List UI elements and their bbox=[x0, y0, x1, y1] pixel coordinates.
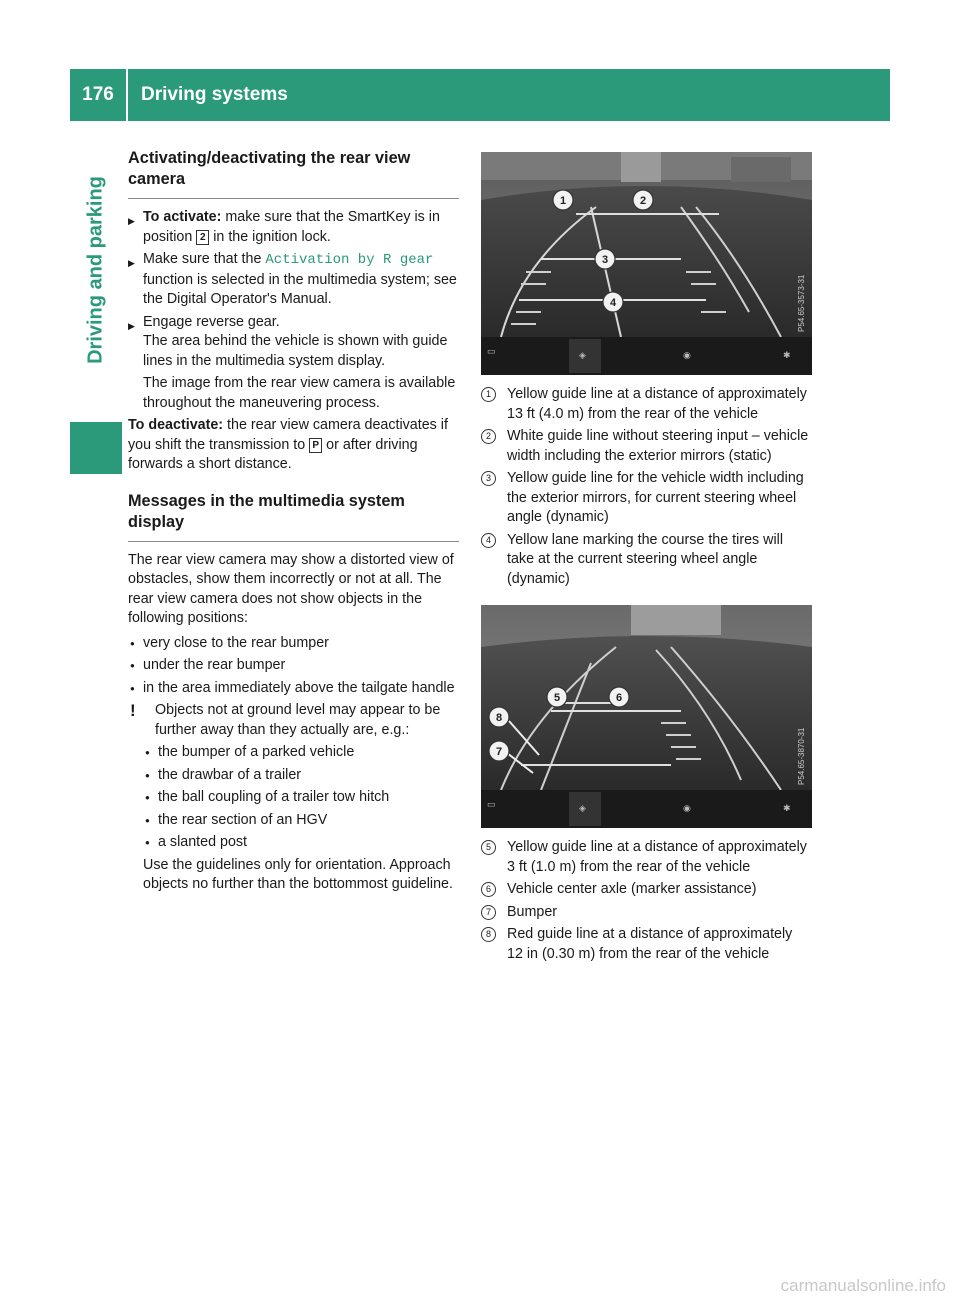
caption: 7 Bumper bbox=[481, 903, 812, 923]
right-column bbox=[481, 152, 812, 967]
caption: 8 Red guide line at a distance of approximately 12 in (0.30 m) from the rear of the vehicle bbox=[481, 925, 812, 964]
list-item: ● a slanted post bbox=[128, 833, 459, 853]
list-item: ● under the rear bumper bbox=[128, 656, 459, 676]
list-item: ● the rear section of an HGV bbox=[128, 811, 459, 831]
svg-text:5: 5 bbox=[553, 692, 561, 704]
rear-camera-image-1 bbox=[481, 152, 812, 375]
svg-text:▭: ▭ bbox=[487, 346, 496, 356]
svg-text:6: 6 bbox=[615, 692, 623, 704]
list-item: ● in the area immediately above the tailgate handle bbox=[128, 679, 459, 699]
heading-rule bbox=[128, 198, 459, 199]
svg-text:7: 7 bbox=[495, 746, 503, 758]
callout-2-icon: 2 bbox=[481, 429, 496, 444]
key-position-icon: 2 bbox=[196, 230, 209, 245]
svg-text:2: 2 bbox=[639, 195, 647, 207]
svg-text:✱: ✱ bbox=[783, 803, 791, 813]
svg-text:▭: ▭ bbox=[487, 799, 496, 809]
callout-1-icon: 1 bbox=[481, 387, 496, 402]
caption: 2 White guide line without steering input – vehicle width including the exterior mirrors (static) bbox=[481, 427, 812, 466]
left-column bbox=[128, 148, 459, 895]
caption: 1 Yellow guide line at a distance of approximately 13 ft (4.0 m) from the rear of the vehicle bbox=[481, 385, 812, 424]
list-item: ● the drawbar of a trailer bbox=[128, 766, 459, 786]
svg-text:◉: ◉ bbox=[683, 803, 691, 813]
warning-icon: ! bbox=[130, 701, 136, 720]
caption: 3 Yellow guide line for the vehicle width including the exterior mirrors, for current steering wheel angle (dynamic) bbox=[481, 469, 812, 528]
caption: 6 Vehicle center axle (marker assistance) bbox=[481, 880, 812, 900]
step-note: The image from the rear view camera is available throughout the maneuvering process. bbox=[143, 375, 456, 411]
step-activate: ▶ To activate: make sure that the SmartKey is in position 2 in the ignition lock. bbox=[128, 208, 459, 247]
side-tab-marker bbox=[70, 422, 122, 474]
side-tab-label: Driving and parking bbox=[84, 176, 107, 364]
callout-8-icon: 8 bbox=[481, 927, 496, 942]
callout-7-icon: 7 bbox=[481, 905, 496, 920]
deactivate-text: To deactivate: the rear view camera deactivates if you shift the transmission to P or after driving forwards a short distance. bbox=[128, 417, 448, 472]
svg-text:◈: ◈ bbox=[579, 803, 586, 813]
image-code: P54.65-3870-31 bbox=[797, 727, 806, 785]
svg-text:4: 4 bbox=[609, 297, 617, 309]
svg-text:8: 8 bbox=[495, 712, 503, 724]
function-name: Activation by R gear bbox=[265, 252, 434, 268]
callout-6-icon: 6 bbox=[481, 882, 496, 897]
step-check-function: ▶ Make sure that the Activation by R gear function is selected in the multimedia system; see the Digital Operator's Manual. bbox=[128, 250, 459, 310]
callout-4-icon: 4 bbox=[481, 533, 496, 548]
callout-3-icon: 3 bbox=[481, 471, 496, 486]
heading-rule bbox=[128, 541, 459, 542]
callout-5-icon: 5 bbox=[481, 840, 496, 855]
warning-note: ! Objects not at ground level may appear to be further away than they actually are, e.g.: bbox=[130, 701, 441, 738]
svg-text:◉: ◉ bbox=[683, 350, 691, 360]
image-code: P54.65-3573-31 bbox=[797, 274, 806, 332]
step-reverse-gear: ▶ Engage reverse gear. The area behind the vehicle is shown with guide lines in the multimedia system display. bbox=[128, 313, 459, 372]
section-title: Driving systems bbox=[141, 84, 288, 105]
svg-text:◈: ◈ bbox=[579, 350, 586, 360]
header-divider bbox=[126, 69, 128, 121]
list-item: ● the ball coupling of a trailer tow hitch bbox=[128, 788, 459, 808]
park-gear-icon: P bbox=[309, 438, 322, 453]
caption: 5 Yellow guide line at a distance of approximately 3 ft (1.0 m) from the rear of the vehicle bbox=[481, 838, 812, 877]
watermark: carmanualsonline.info bbox=[780, 1276, 946, 1295]
page-number: 176 bbox=[82, 84, 114, 105]
intro-text: The rear view camera may show a distorted view of obstacles, show them incorrectly or not at all. The rear view camera does not show objects in the following positions: bbox=[128, 551, 454, 626]
svg-text:3: 3 bbox=[601, 254, 609, 266]
list-item: ● the bumper of a parked vehicle bbox=[128, 743, 459, 763]
heading-activating: Activating/deactivating the rear view camera bbox=[128, 149, 411, 188]
footer-text: Use the guidelines only for orientation. Approach objects no further than the bottommost guideline. bbox=[143, 856, 453, 892]
svg-text:✱: ✱ bbox=[783, 350, 791, 360]
rear-camera-image-2 bbox=[481, 605, 812, 828]
caption: 4 Yellow lane marking the course the tires will take at the current steering wheel angle (dynamic) bbox=[481, 531, 812, 590]
heading-messages: Messages in the multimedia system display bbox=[128, 491, 405, 531]
svg-text:1: 1 bbox=[559, 195, 567, 207]
list-item: ● very close to the rear bumper bbox=[128, 634, 459, 654]
